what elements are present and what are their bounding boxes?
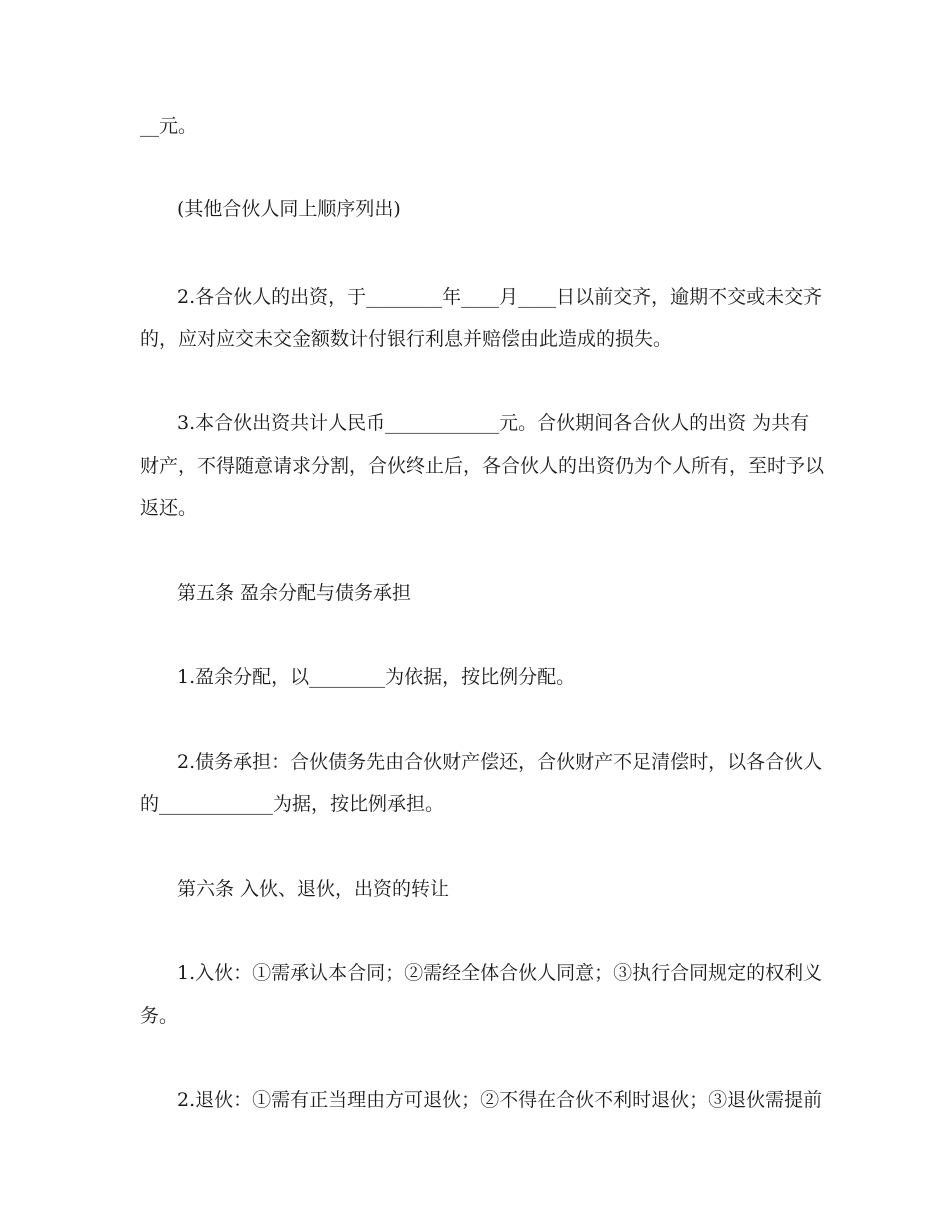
text-line: (其他合伙人同上顺序列出) bbox=[177, 198, 401, 220]
paragraph-line: 2.债务承担：合伙债务先由合伙财产偿还，合伙财产不足清偿时，以各合伙人 bbox=[177, 751, 823, 773]
paragraph-line: 1.盈余分配，以________为依据，按比例分配。 bbox=[177, 666, 576, 688]
paragraph-line: 返还。 bbox=[140, 497, 198, 519]
paragraph-line: 财产，不得随意请求分割，合伙终止后，各合伙人的出资仍为个人所有，至时予以 bbox=[140, 455, 825, 477]
paragraph-line: 的____________为据，按比例承担。 bbox=[140, 793, 445, 815]
text-line: __元。 bbox=[140, 115, 198, 137]
paragraph-line: 2.各合伙人的出资，于________年____月____日以前交齐，逾期不交或未交齐 bbox=[177, 286, 823, 308]
section-heading: 第六条 入伙、退伙，出资的转让 bbox=[177, 878, 450, 900]
paragraph-line: 务。 bbox=[140, 1005, 179, 1027]
section-heading: 第五条 盈余分配与债务承担 bbox=[177, 582, 412, 604]
paragraph-line: 的，应对应交未交金额数计付银行利息并赔偿由此造成的损失。 bbox=[140, 328, 673, 350]
paragraph-line: 2.退伙：①需有正当理由方可退伙；②不得在合伙不利时退伙；③退伙需提前 bbox=[177, 1089, 823, 1111]
paragraph-line: 3.本合伙出资共计人民币____________元。合伙期间各合伙人的出资 为共有 bbox=[177, 412, 810, 434]
paragraph-line: 1.入伙：①需承认本合同；②需经全体合伙人同意；③执行合同规定的权利义 bbox=[177, 962, 823, 984]
